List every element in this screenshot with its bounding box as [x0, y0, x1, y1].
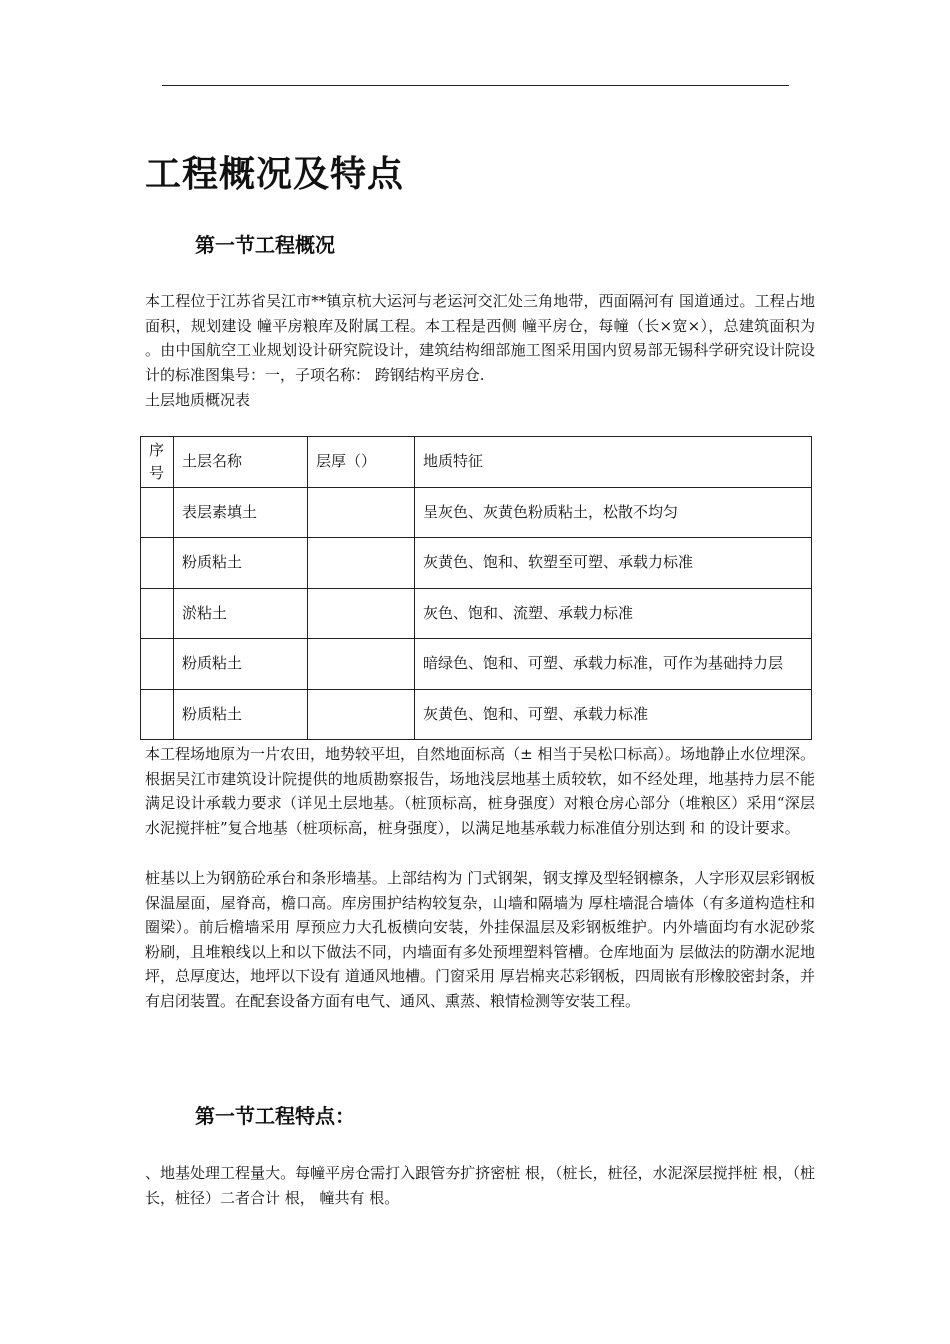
- cell-name: 表层素填土: [174, 487, 308, 538]
- cell-feature: 呈灰色、灰黄色粉质粘土，松散不均匀: [415, 487, 812, 538]
- document-title: 工程概况及特点: [145, 154, 405, 195]
- table-row: [141, 639, 812, 690]
- cell-name: 粉质粘土: [174, 689, 308, 740]
- cell-thickness: [308, 487, 415, 538]
- table-row: [141, 487, 812, 538]
- section2-paragraph: 、地基处理工程量大。每幢平房仓需打入跟管夯扩挤密桩 根，（桩长，桩径，水泥深层搅拌桩 根，（桩长，桩径）二者合计 根， 幢共有 根。: [145, 1164, 815, 1207]
- section2-heading: 第一节工程特点：: [195, 1104, 355, 1128]
- cell-no: [141, 639, 174, 690]
- section1-heading: 第一节工程概况: [195, 233, 335, 257]
- header-thickness: 层厚（）: [308, 437, 415, 488]
- cell-thickness: [308, 639, 415, 690]
- cell-no: [141, 538, 174, 589]
- header-feature: 地质特征: [415, 437, 812, 488]
- table-caption: 土层地质概况表: [145, 391, 251, 409]
- structure-paragraph: 桩基以上为钢筋砼承台和条形墙基。上部结构为 门式钢架，钢支撑及型轻钢檩条，人字形双层彩钢板保温屋面，屋脊高，檐口高。库房围护结构较复杂，山墙和隔墙为 厚柱墙混合墙体（有多道构造柱和圈梁）。前后檐墙采用 厚预应力大孔板横向安装，外挂保温层及彩钢板维护。内外墙面均有水泥砂浆粉刷，且堆粮线以上和以下做法不同，内墙面有多处预埋塑料管槽。仓库地面为 层做法的防潮水泥地坪，总厚度达，地坪以下设有 道通风地槽。门窗采用 厚岩棉夹芯彩钢板，四周嵌有形橡胶密封条，并有启闭装置。在配套设备方面有电气、通风、熏蒸、粮情检测等安装工程。: [145, 869, 815, 1010]
- soil-table: [140, 436, 812, 740]
- header-name: 土层名称: [174, 437, 308, 488]
- header-no: 序号: [141, 437, 174, 488]
- cell-no: [141, 689, 174, 740]
- cell-feature: 暗绿色、饱和、可塑、承载力标准，可作为基础持力层: [415, 639, 812, 690]
- table-row: [141, 538, 812, 589]
- cell-feature: 灰色、饱和、流塑、承载力标准: [415, 588, 812, 639]
- table-row: [141, 689, 812, 740]
- cell-name: 淤粘土: [174, 588, 308, 639]
- cell-thickness: [308, 538, 415, 589]
- cell-feature: 灰黄色、饱和、软塑至可塑、承载力标准: [415, 538, 812, 589]
- site-conditions-paragraph: 本工程场地原为一片农田，地势较平坦，自然地面标高（± 相当于吴松口标高）。场地静止水位埋深。根据吴江市建筑设计院提供的地质勘察报告，场地浅层地基土质较软，如不经处理，地基持力层不能满足设计承载力要求（详见土层地基。（桩顶标高，桩身强度）对粮仓房心部分（堆粮区）采用“深层水泥搅拌桩”复合地基（桩项标高，桩身强度），以满足地基承载力标准值分别达到 和 的设计要求。: [145, 745, 815, 837]
- table-row: [141, 588, 812, 639]
- cell-no: [141, 588, 174, 639]
- cell-thickness: [308, 588, 415, 639]
- cell-thickness: [308, 689, 415, 740]
- cell-no: [141, 487, 174, 538]
- header-rule: [162, 85, 789, 86]
- cell-name: 粉质粘土: [174, 639, 308, 690]
- cell-name: 粉质粘土: [174, 538, 308, 589]
- cell-feature: 灰黄色、饱和、可塑、承载力标准: [415, 689, 812, 740]
- section1-intro: 本工程位于江苏省吴江市**镇京杭大运河与老运河交汇处三角地带，西面隔河有 国道通过。工程占地面积，规划建设 幢平房粮库及附属工程。本工程是西侧 幢平房仓，每幢（长×宽×），总建筑面积为 。由中国航空工业规划设计研究院设计，建筑结构细部施工图采用国内贸易部无锡科学研究设计院设计的标准图集号：一，子项名称： 跨钢结构平房仓.: [145, 292, 815, 384]
- table-header-row: [141, 437, 812, 488]
